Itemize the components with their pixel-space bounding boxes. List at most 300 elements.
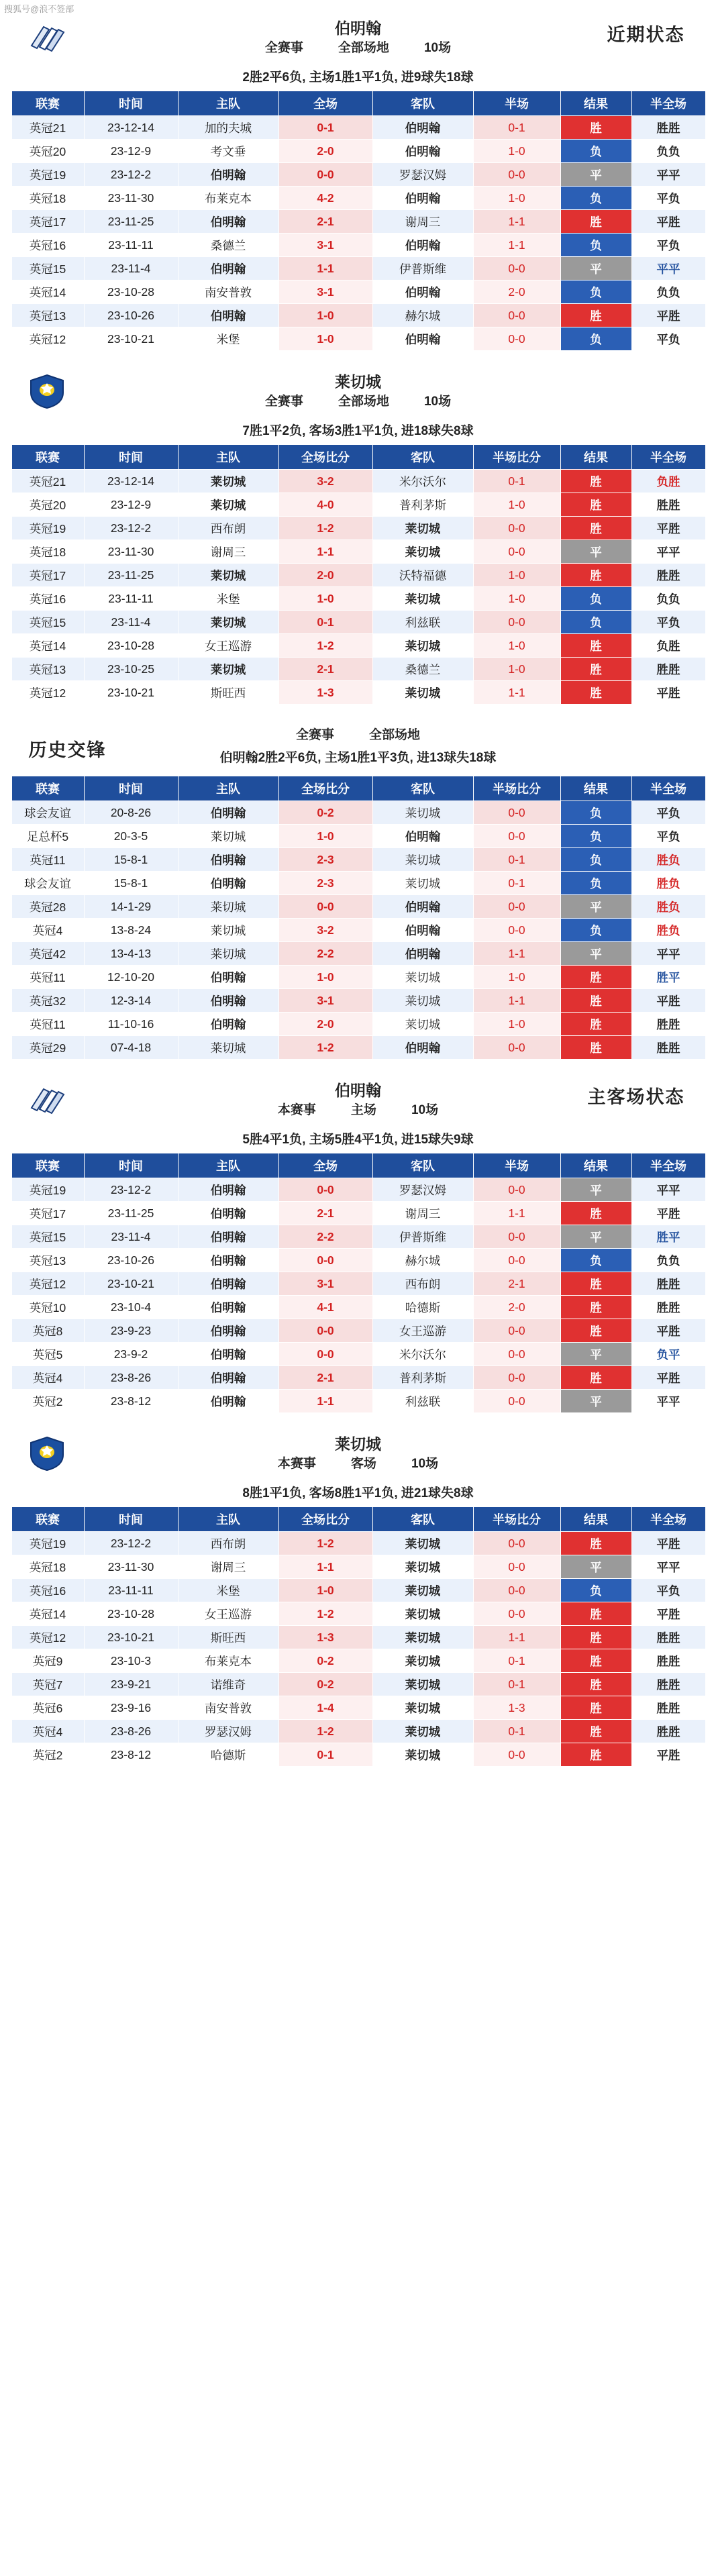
section-spacer xyxy=(11,1767,705,1784)
table-row[interactable] xyxy=(11,1249,705,1272)
table-row[interactable] xyxy=(11,517,705,540)
table-row[interactable] xyxy=(11,163,705,187)
header-filter-item[interactable]: 10场 xyxy=(411,1457,439,1471)
cell-fulltime-score: 1-3 xyxy=(278,1626,372,1649)
table-row[interactable] xyxy=(11,140,705,163)
cell-halftime-score: 0-0 xyxy=(473,1555,560,1579)
cell-league: 英冠17 xyxy=(11,210,84,234)
cell-fulltime-score: 2-2 xyxy=(278,1225,372,1249)
cell-half-full: 胜胜 xyxy=(631,1649,705,1673)
header-filter-item[interactable]: 全赛事 xyxy=(264,41,303,55)
table-row[interactable] xyxy=(11,872,705,895)
table-row[interactable] xyxy=(11,895,705,919)
cell-date: 20-3-5 xyxy=(84,825,178,848)
cell-half-full: 平胜 xyxy=(631,1202,705,1225)
cell-away-team: 西布朗 xyxy=(372,1272,473,1296)
cell-half-full: 平平 xyxy=(631,1555,705,1579)
table-row[interactable] xyxy=(11,1178,705,1202)
cell-league: 英冠13 xyxy=(11,304,84,327)
table-row[interactable] xyxy=(11,634,705,658)
table-row[interactable] xyxy=(11,1602,705,1626)
header-filter-item[interactable]: 10场 xyxy=(423,395,452,409)
cell-league: 英冠2 xyxy=(11,1743,84,1767)
cell-result: 平 xyxy=(560,1555,631,1579)
cell-halftime-score: 1-0 xyxy=(473,1013,560,1036)
table-row[interactable] xyxy=(11,234,705,257)
cell-fulltime-score: 1-2 xyxy=(278,1602,372,1626)
table-row[interactable] xyxy=(11,801,705,825)
cell-date: 23-10-3 xyxy=(84,1649,178,1673)
cell-away-team: 莱切城 xyxy=(372,872,473,895)
cell-home-team: 伯明翰 xyxy=(178,801,278,825)
cell-result: 负 xyxy=(560,1249,631,1272)
cell-league: 英冠12 xyxy=(11,1272,84,1296)
header-filter-item[interactable]: 全部场地 xyxy=(369,728,421,742)
cell-date: 23-9-23 xyxy=(84,1319,178,1343)
header-filter-item[interactable]: 本赛事 xyxy=(277,1103,316,1117)
cell-league: 英冠6 xyxy=(11,1696,84,1720)
cell-away-team: 莱切城 xyxy=(372,989,473,1013)
table-row[interactable] xyxy=(11,1720,705,1743)
cell-halftime-score: 0-0 xyxy=(473,895,560,919)
cell-date: 23-12-14 xyxy=(84,470,178,493)
cell-fulltime-score: 2-0 xyxy=(278,140,372,163)
cell-home-team: 谢周三 xyxy=(178,540,278,564)
cell-result: 负 xyxy=(560,848,631,872)
cell-half-full: 胜胜 xyxy=(631,116,705,140)
cell-home-team: 斯旺西 xyxy=(178,681,278,705)
table-row[interactable] xyxy=(11,327,705,351)
header-filter-item[interactable]: 主场 xyxy=(350,1103,376,1117)
cell-home-team: 伯明翰 xyxy=(178,966,278,989)
cell-date: 23-11-4 xyxy=(84,1225,178,1249)
cell-result: 胜 xyxy=(560,493,631,517)
section-header xyxy=(11,368,705,418)
cell-date: 15-8-1 xyxy=(84,848,178,872)
section-history xyxy=(11,722,705,1077)
cell-result: 胜 xyxy=(560,1626,631,1649)
cell-date: 23-12-2 xyxy=(84,1178,178,1202)
cell-league: 英冠42 xyxy=(11,942,84,966)
cell-halftime-score: 0-0 xyxy=(473,1036,560,1060)
cell-away-team: 莱切城 xyxy=(372,1555,473,1579)
cell-result: 胜 xyxy=(560,966,631,989)
cell-result: 胜 xyxy=(560,1720,631,1743)
table-row[interactable] xyxy=(11,1579,705,1602)
cell-league: 英冠12 xyxy=(11,681,84,705)
table-row[interactable] xyxy=(11,1696,705,1720)
cell-home-team: 莱切城 xyxy=(178,564,278,587)
cell-fulltime-score: 1-1 xyxy=(278,1390,372,1413)
cell-away-team: 伯明翰 xyxy=(372,895,473,919)
section-summary: 7胜1平2负, 客场3胜1平1负, 进18球失8球 xyxy=(242,424,474,438)
table-row[interactable] xyxy=(11,1272,705,1296)
cell-half-full: 胜胜 xyxy=(631,1696,705,1720)
cell-result: 胜 xyxy=(560,1202,631,1225)
table-row[interactable] xyxy=(11,564,705,587)
column-header: 全场 xyxy=(278,1153,372,1178)
cell-home-team: 罗瑟汉姆 xyxy=(178,1720,278,1743)
cell-result: 胜 xyxy=(560,989,631,1013)
cell-league: 英冠15 xyxy=(11,1225,84,1249)
cell-fulltime-score: 1-1 xyxy=(278,540,372,564)
cell-fulltime-score: 1-0 xyxy=(278,966,372,989)
column-header: 全场比分 xyxy=(278,1507,372,1532)
cell-league: 英冠11 xyxy=(11,966,84,989)
cell-half-full: 平负 xyxy=(631,825,705,848)
cell-half-full: 胜平 xyxy=(631,966,705,989)
cell-fulltime-score: 2-3 xyxy=(278,848,372,872)
cell-fulltime-score: 0-1 xyxy=(278,611,372,634)
cell-home-team: 伯明翰 xyxy=(178,1178,278,1202)
table-row[interactable] xyxy=(11,681,705,705)
cell-fulltime-score: 3-1 xyxy=(278,1272,372,1296)
cell-halftime-score: 1-3 xyxy=(473,1696,560,1720)
cell-result: 胜 xyxy=(560,1319,631,1343)
cell-date: 23-8-26 xyxy=(84,1366,178,1390)
cell-league: 球会友谊 xyxy=(11,872,84,895)
cell-league: 英冠4 xyxy=(11,1366,84,1390)
column-header: 客队 xyxy=(372,91,473,116)
cell-home-team: 考文垂 xyxy=(178,140,278,163)
cell-away-team: 莱切城 xyxy=(372,801,473,825)
cell-home-team: 莱切城 xyxy=(178,470,278,493)
column-header: 结果 xyxy=(560,776,631,801)
cell-away-team: 伯明翰 xyxy=(372,1036,473,1060)
matches-table xyxy=(11,1506,706,1767)
table-row[interactable] xyxy=(11,1390,705,1413)
table-row[interactable] xyxy=(11,493,705,517)
cell-fulltime-score: 1-0 xyxy=(278,825,372,848)
header-filters xyxy=(11,725,705,743)
cell-fulltime-score: 2-0 xyxy=(278,564,372,587)
team-name: 伯明翰 xyxy=(335,1082,381,1099)
cell-halftime-score: 0-0 xyxy=(473,304,560,327)
cell-home-team: 加的夫城 xyxy=(178,116,278,140)
table-row[interactable] xyxy=(11,540,705,564)
column-header: 主队 xyxy=(178,1153,278,1178)
cell-result: 胜 xyxy=(560,1673,631,1696)
cell-half-full: 负负 xyxy=(631,587,705,611)
column-header: 半全场 xyxy=(631,776,705,801)
cell-away-team: 普利茅斯 xyxy=(372,493,473,517)
cell-away-team: 莱切城 xyxy=(372,1696,473,1720)
cell-date: 23-12-2 xyxy=(84,517,178,540)
cell-away-team: 莱切城 xyxy=(372,1673,473,1696)
cell-home-team: 莱切城 xyxy=(178,825,278,848)
cell-fulltime-score: 0-2 xyxy=(278,1673,372,1696)
table-row[interactable] xyxy=(11,1555,705,1579)
table-row[interactable] xyxy=(11,257,705,280)
cell-fulltime-score: 1-1 xyxy=(278,1555,372,1579)
cell-home-team: 伯明翰 xyxy=(178,210,278,234)
cell-result: 胜 xyxy=(560,517,631,540)
cell-halftime-score: 0-1 xyxy=(473,1673,560,1696)
table-row[interactable] xyxy=(11,1013,705,1036)
table-row[interactable] xyxy=(11,919,705,942)
cell-half-full: 负平 xyxy=(631,1343,705,1366)
cell-date: 23-8-12 xyxy=(84,1390,178,1413)
cell-home-team: 南安普敦 xyxy=(178,280,278,304)
cell-result: 负 xyxy=(560,825,631,848)
column-header: 联赛 xyxy=(11,776,84,801)
watermark: 搜狐号@浪不签部 xyxy=(4,4,74,14)
cell-half-full: 平平 xyxy=(631,942,705,966)
cell-league: 英冠2 xyxy=(11,1390,84,1413)
cell-date: 23-10-21 xyxy=(84,1272,178,1296)
cell-halftime-score: 0-0 xyxy=(473,611,560,634)
cell-date: 23-9-2 xyxy=(84,1343,178,1366)
cell-league: 英冠9 xyxy=(11,1649,84,1673)
section-label: 主客场状态 xyxy=(587,1087,685,1107)
cell-league: 英冠14 xyxy=(11,280,84,304)
cell-home-team: 伯明翰 xyxy=(178,1366,278,1390)
cell-halftime-score: 0-1 xyxy=(473,116,560,140)
table-header-row xyxy=(11,776,705,801)
table-row[interactable] xyxy=(11,1366,705,1390)
cell-halftime-score: 0-0 xyxy=(473,1532,560,1555)
cell-half-full: 胜负 xyxy=(631,919,705,942)
column-header: 半全场 xyxy=(631,445,705,470)
header-filter-item[interactable]: 客场 xyxy=(350,1457,376,1471)
cell-league: 英冠4 xyxy=(11,1720,84,1743)
cell-date: 23-9-16 xyxy=(84,1696,178,1720)
section-summary: 8胜1平1负, 客场8胜1平1负, 进21球失8球 xyxy=(242,1486,474,1500)
cell-halftime-score: 0-1 xyxy=(473,470,560,493)
cell-result: 负 xyxy=(560,587,631,611)
cell-date: 23-11-4 xyxy=(84,257,178,280)
match-report-root xyxy=(0,15,716,1784)
cell-half-full: 平胜 xyxy=(631,1602,705,1626)
table-row[interactable] xyxy=(11,1673,705,1696)
cell-home-team: 伯明翰 xyxy=(178,989,278,1013)
cell-half-full: 胜胜 xyxy=(631,658,705,681)
cell-halftime-score: 2-1 xyxy=(473,1272,560,1296)
cell-fulltime-score: 4-2 xyxy=(278,187,372,210)
table-header-row xyxy=(11,1153,705,1178)
cell-away-team: 莱切城 xyxy=(372,587,473,611)
section-header xyxy=(11,15,705,64)
cell-halftime-score: 0-0 xyxy=(473,1366,560,1390)
cell-league: 英冠21 xyxy=(11,470,84,493)
cell-fulltime-score: 0-0 xyxy=(278,1178,372,1202)
header-filter-item[interactable]: 全部场地 xyxy=(338,395,389,409)
cell-league: 英冠18 xyxy=(11,540,84,564)
cell-fulltime-score: 0-2 xyxy=(278,801,372,825)
cell-fulltime-score: 4-1 xyxy=(278,1296,372,1319)
cell-halftime-score: 0-1 xyxy=(473,1720,560,1743)
cell-halftime-score: 0-0 xyxy=(473,540,560,564)
cell-halftime-score: 0-0 xyxy=(473,1319,560,1343)
cell-away-team: 莱切城 xyxy=(372,540,473,564)
cell-away-team: 莱切城 xyxy=(372,1720,473,1743)
cell-league: 英冠12 xyxy=(11,327,84,351)
cell-away-team: 伊普斯维 xyxy=(372,1225,473,1249)
cell-fulltime-score: 0-0 xyxy=(278,1343,372,1366)
column-header: 结果 xyxy=(560,1507,631,1532)
cell-league: 英冠4 xyxy=(11,919,84,942)
column-header: 客队 xyxy=(372,776,473,801)
table-row[interactable] xyxy=(11,1296,705,1319)
cell-league: 英冠21 xyxy=(11,116,84,140)
cell-half-full: 平负 xyxy=(631,327,705,351)
cell-half-full: 负负 xyxy=(631,140,705,163)
header-filter-item[interactable]: 全赛事 xyxy=(264,395,303,409)
cell-date: 23-10-21 xyxy=(84,327,178,351)
cell-away-team: 莱切城 xyxy=(372,848,473,872)
cell-result: 胜 xyxy=(560,1532,631,1555)
table-row[interactable] xyxy=(11,470,705,493)
cell-fulltime-score: 1-2 xyxy=(278,1036,372,1060)
cell-league: 英冠16 xyxy=(11,1579,84,1602)
table-row[interactable] xyxy=(11,848,705,872)
cell-result: 胜 xyxy=(560,1602,631,1626)
cell-league: 英冠17 xyxy=(11,564,84,587)
cell-fulltime-score: 1-0 xyxy=(278,304,372,327)
cell-away-team: 米尔沃尔 xyxy=(372,1343,473,1366)
cell-half-full: 平胜 xyxy=(631,304,705,327)
cell-halftime-score: 0-0 xyxy=(473,1602,560,1626)
cell-half-full: 胜胜 xyxy=(631,493,705,517)
table-row[interactable] xyxy=(11,942,705,966)
cell-result: 负 xyxy=(560,1579,631,1602)
cell-halftime-score: 0-1 xyxy=(473,872,560,895)
cell-home-team: 谢周三 xyxy=(178,1555,278,1579)
cell-result: 负 xyxy=(560,234,631,257)
cell-date: 11-10-16 xyxy=(84,1013,178,1036)
cell-away-team: 莱切城 xyxy=(372,1013,473,1036)
cell-result: 负 xyxy=(560,140,631,163)
cell-result: 胜 xyxy=(560,304,631,327)
cell-date: 23-10-26 xyxy=(84,1249,178,1272)
cell-fulltime-score: 1-2 xyxy=(278,1720,372,1743)
cell-away-team: 哈德斯 xyxy=(372,1296,473,1319)
table-row[interactable] xyxy=(11,1036,705,1060)
table-row[interactable] xyxy=(11,966,705,989)
column-header: 时间 xyxy=(84,1153,178,1178)
cell-half-full: 胜胜 xyxy=(631,1296,705,1319)
cell-half-full: 平胜 xyxy=(631,681,705,705)
cell-date: 23-10-28 xyxy=(84,1602,178,1626)
cell-halftime-score: 1-1 xyxy=(473,1202,560,1225)
table-row[interactable] xyxy=(11,1532,705,1555)
cell-result: 负 xyxy=(560,801,631,825)
cell-date: 23-11-30 xyxy=(84,1555,178,1579)
cell-league: 英冠8 xyxy=(11,1319,84,1343)
cell-fulltime-score: 1-3 xyxy=(278,681,372,705)
cell-halftime-score: 1-0 xyxy=(473,564,560,587)
table-row[interactable] xyxy=(11,1202,705,1225)
cell-date: 23-11-11 xyxy=(84,587,178,611)
cell-away-team: 伯明翰 xyxy=(372,116,473,140)
cell-halftime-score: 0-0 xyxy=(473,1249,560,1272)
column-header: 半全场 xyxy=(631,1507,705,1532)
cell-halftime-score: 0-0 xyxy=(473,1390,560,1413)
cell-home-team: 伯明翰 xyxy=(178,163,278,187)
cell-away-team: 罗瑟汉姆 xyxy=(372,163,473,187)
cell-result: 胜 xyxy=(560,470,631,493)
cell-home-team: 莱切城 xyxy=(178,895,278,919)
cell-fulltime-score: 1-4 xyxy=(278,1696,372,1720)
cell-halftime-score: 0-0 xyxy=(473,327,560,351)
table-row[interactable] xyxy=(11,280,705,304)
cell-halftime-score: 1-0 xyxy=(473,187,560,210)
cell-result: 胜 xyxy=(560,1649,631,1673)
column-header: 主队 xyxy=(178,1507,278,1532)
header-filter-item[interactable]: 全赛事 xyxy=(295,728,334,742)
cell-fulltime-score: 3-1 xyxy=(278,989,372,1013)
header-filter-item[interactable]: 全部场地 xyxy=(338,41,389,55)
header-filter-item[interactable]: 10场 xyxy=(423,41,452,55)
cell-away-team: 伯明翰 xyxy=(372,280,473,304)
table-row[interactable] xyxy=(11,1319,705,1343)
cell-home-team: 桑德兰 xyxy=(178,234,278,257)
header-filter-item[interactable]: 10场 xyxy=(411,1103,439,1117)
table-row[interactable] xyxy=(11,304,705,327)
table-row[interactable] xyxy=(11,210,705,234)
cell-date: 23-11-30 xyxy=(84,187,178,210)
column-header: 半全场 xyxy=(631,91,705,116)
table-row[interactable] xyxy=(11,658,705,681)
cell-fulltime-score: 1-0 xyxy=(278,327,372,351)
table-row[interactable] xyxy=(11,1743,705,1767)
cell-half-full: 平胜 xyxy=(631,989,705,1013)
cell-half-full: 平胜 xyxy=(631,210,705,234)
cell-home-team: 莱切城 xyxy=(178,1036,278,1060)
header-filter-item[interactable]: 本赛事 xyxy=(277,1457,316,1471)
cell-fulltime-score: 1-2 xyxy=(278,634,372,658)
table-row[interactable] xyxy=(11,187,705,210)
column-header: 半场比分 xyxy=(473,776,560,801)
cell-home-team: 伯明翰 xyxy=(178,1272,278,1296)
cell-date: 23-10-28 xyxy=(84,280,178,304)
cell-fulltime-score: 1-2 xyxy=(278,1532,372,1555)
cell-halftime-score: 0-0 xyxy=(473,1178,560,1202)
table-row[interactable] xyxy=(11,1649,705,1673)
cell-fulltime-score: 2-0 xyxy=(278,1013,372,1036)
cell-fulltime-score: 2-3 xyxy=(278,872,372,895)
cell-league: 英冠11 xyxy=(11,1013,84,1036)
column-header: 结果 xyxy=(560,445,631,470)
cell-league: 英冠10 xyxy=(11,1296,84,1319)
cell-result: 胜 xyxy=(560,210,631,234)
cell-league: 英冠19 xyxy=(11,1532,84,1555)
column-header: 客队 xyxy=(372,1153,473,1178)
table-header-row xyxy=(11,1507,705,1532)
cell-fulltime-score: 1-2 xyxy=(278,517,372,540)
cell-fulltime-score: 2-2 xyxy=(278,942,372,966)
table-row[interactable] xyxy=(11,989,705,1013)
table-row[interactable] xyxy=(11,1343,705,1366)
cell-result: 平 xyxy=(560,257,631,280)
cell-home-team: 西布朗 xyxy=(178,517,278,540)
cell-half-full: 负负 xyxy=(631,1249,705,1272)
table-row[interactable] xyxy=(11,1626,705,1649)
cell-result: 胜 xyxy=(560,1272,631,1296)
cell-result: 胜 xyxy=(560,1036,631,1060)
table-row[interactable] xyxy=(11,587,705,611)
table-row[interactable] xyxy=(11,116,705,140)
table-row[interactable] xyxy=(11,611,705,634)
table-row[interactable] xyxy=(11,825,705,848)
cell-result: 胜 xyxy=(560,1366,631,1390)
cell-half-full: 胜负 xyxy=(631,895,705,919)
table-row[interactable] xyxy=(11,1225,705,1249)
cell-date: 23-10-21 xyxy=(84,681,178,705)
cell-home-team: 莱切城 xyxy=(178,611,278,634)
cell-half-full: 负胜 xyxy=(631,470,705,493)
column-header: 时间 xyxy=(84,1507,178,1532)
